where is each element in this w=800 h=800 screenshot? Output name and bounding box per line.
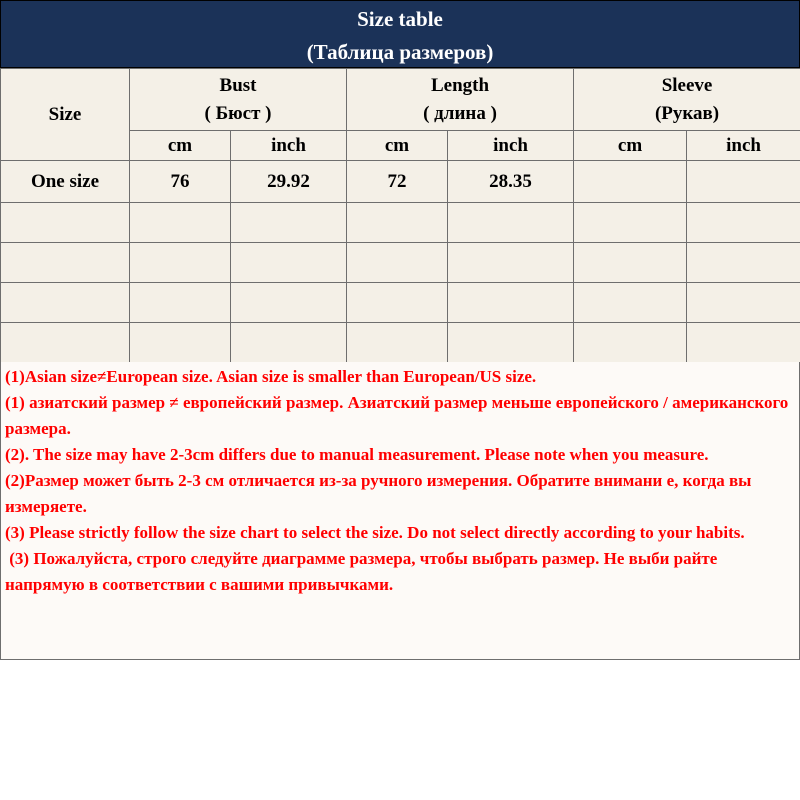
empty-table-row (1, 323, 800, 363)
empty-cell (574, 243, 687, 283)
empty-table-row (1, 283, 800, 323)
note-1-ru: (1) азиатский размер ≠ европейский размер. Азиатский размер меньше европейского / американского размера. (5, 393, 789, 438)
size-table-header (0, 0, 800, 68)
bust-label-en: Bust (219, 74, 257, 96)
bust-column-header (130, 69, 347, 131)
empty-table-row (1, 203, 800, 243)
sleeve-inch-cell (687, 161, 800, 203)
note-2-ru: (2)Размер может быть 2-3 см отличается из-за ручного измерения. Обратите внимани е, когда вы измеряете. (5, 471, 752, 516)
length-inch-cell: 28.35 (448, 161, 574, 203)
sleeve-cm-cell (574, 161, 687, 203)
empty-cell (347, 323, 448, 363)
empty-cell (448, 323, 574, 363)
length-column-header (347, 69, 574, 131)
empty-cell (574, 203, 687, 243)
header-title-en: Size table (357, 7, 443, 31)
bust-inch-cell: 29.92 (231, 161, 347, 203)
unit-header-sleeve-cm: cm (574, 131, 687, 161)
empty-cell (231, 283, 347, 323)
empty-cell (448, 203, 574, 243)
empty-cell (231, 203, 347, 243)
bust-label-ru: ( Бюст ) (204, 102, 272, 124)
empty-cell (687, 203, 800, 243)
empty-cell (231, 323, 347, 363)
unit-header-bust-inch: inch (231, 131, 347, 161)
empty-cell (574, 323, 687, 363)
unit-header-bust-cm: cm (130, 131, 231, 161)
empty-cell (347, 243, 448, 283)
empty-cell (231, 243, 347, 283)
table-row (1, 161, 800, 203)
unit-header-length-cm: cm (347, 131, 448, 161)
empty-cell (130, 203, 231, 243)
unit-header-sleeve-inch: inch (687, 131, 800, 161)
empty-cell (574, 283, 687, 323)
empty-cell (687, 323, 800, 363)
empty-cell (448, 283, 574, 323)
header-title-ru: (Таблица размеров) (306, 40, 494, 64)
length-cm-cell: 72 (347, 161, 448, 203)
empty-cell (1, 243, 130, 283)
size-cell: One size (1, 161, 130, 203)
size-table (0, 68, 800, 363)
sleeve-label-ru: (Рукав) (654, 102, 720, 124)
empty-cell (347, 283, 448, 323)
empty-cell (448, 243, 574, 283)
empty-cell (687, 283, 800, 323)
note-1-en: (1)Asian size≠European size. Asian size is smaller than European/US size. (5, 367, 537, 386)
length-label-ru: ( длина ) (423, 102, 497, 124)
size-notes (0, 362, 800, 660)
note-3-ru: (3) Пожалуйста, строго следуйте диаграмме размера, чтобы выбрать размер. Не выби райте напрямую в соответствии с вашими привычками. (5, 549, 722, 594)
note-2-en: (2). The size may have 2-3cm differs due to manual measurement. Please note when you measure. (5, 445, 709, 464)
empty-table-row (1, 243, 800, 283)
length-label-en: Length (430, 74, 490, 96)
empty-cell (130, 323, 231, 363)
sleeve-label-en: Sleeve (661, 74, 713, 96)
empty-cell (347, 203, 448, 243)
sleeve-column-header (574, 69, 800, 131)
note-3-en: (3) Please strictly follow the size chart to select the size. Do not select directly according to your habits. (5, 523, 745, 542)
size-column-header: Size (1, 69, 130, 161)
unit-header-length-inch: inch (448, 131, 574, 161)
empty-cell (1, 203, 130, 243)
empty-cell (130, 243, 231, 283)
empty-cell (1, 323, 130, 363)
empty-cell (130, 283, 231, 323)
bust-cm-cell: 76 (130, 161, 231, 203)
empty-cell (1, 283, 130, 323)
empty-cell (687, 243, 800, 283)
